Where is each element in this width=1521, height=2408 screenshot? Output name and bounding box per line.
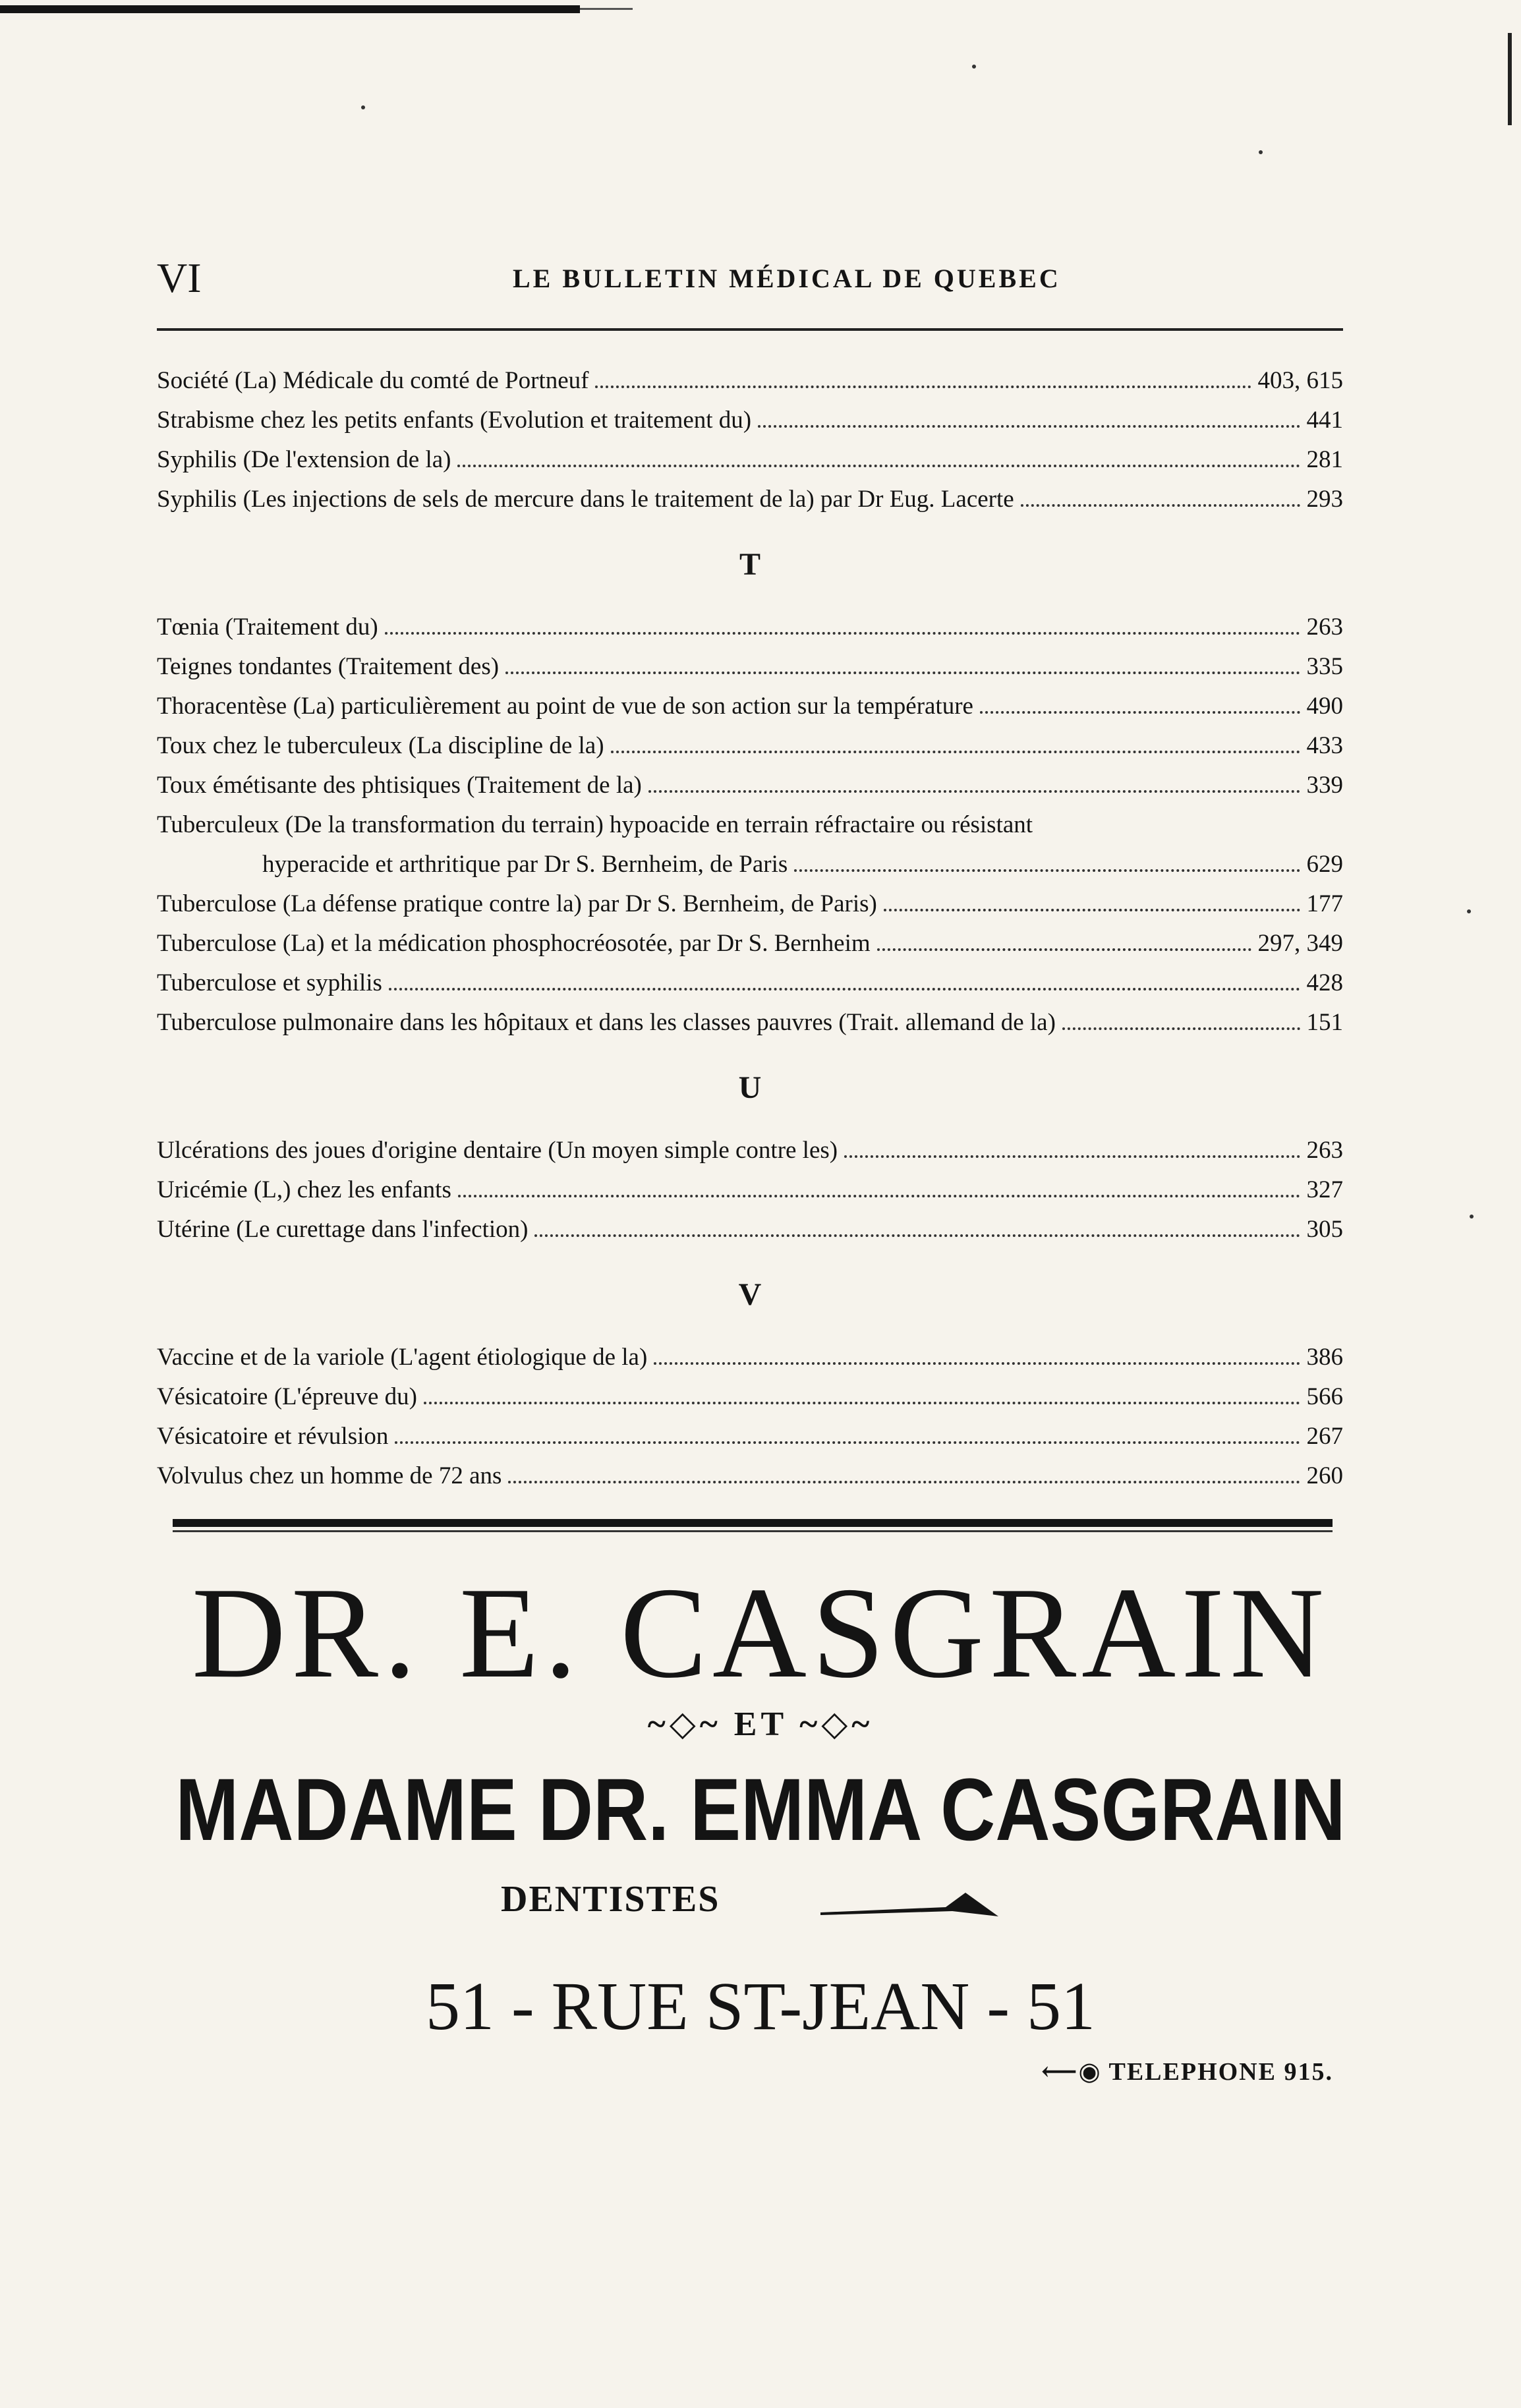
index-entry-page: 566 [1306, 1383, 1343, 1410]
ad-connector-text: ET [733, 1706, 788, 1743]
top-border-rule-tail [580, 8, 633, 10]
index-entry-text: Vésicatoire et révulsion [157, 1423, 389, 1450]
index-entry-text: Strabisme chez les petits enfants (Evolution et traitement du) [157, 407, 752, 434]
print-speck [1467, 909, 1471, 913]
index-entry-page: 177 [1306, 890, 1343, 917]
ad-top-rule-thin [173, 1530, 1333, 1532]
index-entry-text: Vaccine et de la variole (L'agent étiologique de la) [157, 1344, 648, 1371]
dot-leader [385, 631, 1300, 635]
index-entry-page: 260 [1306, 1462, 1343, 1489]
index-entry [157, 1003, 1343, 1043]
index-entry-page: 428 [1306, 969, 1343, 996]
index-entry [157, 687, 1343, 726]
dot-leader [884, 908, 1300, 911]
print-speck [972, 65, 976, 69]
ad-profession: DENTISTES [501, 1879, 720, 1920]
dot-leader [611, 750, 1300, 753]
index-entry-page: 327 [1306, 1176, 1343, 1203]
index-entry-text: Syphilis (Les injections de sels de mercure dans le traitement de la) par Dr Eug. Lacerte [157, 486, 1014, 513]
index-entry-text: Tœnia (Traitement du) [157, 614, 378, 641]
page-header [157, 254, 1343, 306]
dot-leader [595, 385, 1251, 388]
page-edge-mark [1508, 33, 1512, 125]
dot-leader [508, 1480, 1300, 1483]
dot-leader [457, 464, 1300, 467]
dot-leader [758, 424, 1300, 428]
index-section-letter: U [738, 1070, 762, 1105]
index-section-letter: V [738, 1277, 762, 1312]
index-entry-text: Ulcérations des joues d'origine dentaire (Un moyen simple contre les) [157, 1137, 838, 1164]
dot-leader [505, 671, 1300, 674]
index-entry-page: 433 [1306, 732, 1343, 759]
index-entry-text: Utérine (Le curettage dans l'infection) [157, 1216, 529, 1243]
index-entry-text: Toux chez le tuberculeux (La discipline de la) [157, 732, 604, 759]
index-entry-text: Volvulus chez un homme de 72 ans [157, 1462, 502, 1489]
print-speck [361, 105, 365, 109]
index-entry [157, 924, 1343, 963]
index-entry-page: 263 [1306, 1137, 1343, 1164]
ad-connector [0, 1704, 1521, 1744]
ornament-right-icon: ~◇~ [799, 1706, 874, 1743]
print-speck [1470, 1215, 1474, 1218]
dot-leader [980, 710, 1300, 714]
index-entry-page: 629 [1306, 851, 1343, 878]
ad-telephone-text: TELEPHONE 915. [1108, 2058, 1333, 2086]
index-entry [157, 1417, 1343, 1456]
dot-leader [844, 1155, 1300, 1158]
index-entry [157, 726, 1343, 766]
index-entry-page: 490 [1306, 693, 1343, 720]
ornament-left-icon: ~◇~ [647, 1706, 722, 1743]
dot-leader [794, 869, 1300, 872]
dot-leader [654, 1362, 1300, 1365]
index-entry [157, 440, 1343, 480]
index-entry-page: 281 [1306, 446, 1343, 473]
index-entry-text: Tuberculose pulmonaire dans les hôpitaux et dans les classes pauvres (Trait. allemand de la) [157, 1009, 1056, 1036]
index-entry-text: hyperacide et arthritique par Dr S. Bernheim, de Paris [262, 851, 788, 878]
index-entry [157, 805, 1343, 845]
dot-leader [424, 1401, 1300, 1404]
index-entry [157, 361, 1343, 401]
index-entry-text: Tuberculeux (De la transformation du terrain) hypoacide en terrain réfractaire ou résistant [157, 811, 1033, 838]
dot-leader [877, 948, 1251, 951]
index-entry [157, 1170, 1343, 1210]
section-gap [157, 1496, 1343, 1512]
index-list [157, 361, 1343, 1512]
header-rule [157, 328, 1343, 331]
index-entry-text: Thoracentèse (La) particulièrement au point de vue de son action sur la température [157, 693, 973, 720]
index-entry [157, 845, 1343, 884]
index-section-letter: T [739, 547, 760, 582]
index-entry-page: 335 [1306, 653, 1343, 680]
index-entry-page: 267 [1306, 1423, 1343, 1450]
index-entry [157, 1131, 1343, 1170]
wedge-flourish-icon [820, 1891, 998, 1918]
index-entry [157, 963, 1343, 1003]
index-entry-page: 263 [1306, 614, 1343, 641]
index-entry-text: Teignes tondantes (Traitement des) [157, 653, 500, 680]
index-entry-text: Tuberculose (La défense pratique contre la) par Dr S. Bernheim, de Paris) [157, 890, 877, 917]
dot-leader [1062, 1027, 1300, 1030]
dot-leader [395, 1441, 1300, 1444]
index-entry-page: 293 [1306, 486, 1343, 513]
running-title: LE BULLETIN MÉDICAL DE QUEBEC [513, 264, 1061, 293]
index-entry-text: Société (La) Médicale du comté de Portneuf [157, 367, 589, 394]
ad-name-line1: DR. E. CASGRAIN [191, 1561, 1330, 1705]
index-entry [157, 480, 1343, 519]
ad-name-line2: MADAME DR. EMMA CASGRAIN [175, 1761, 1346, 1859]
dot-leader [648, 789, 1300, 793]
index-entry-page: 151 [1306, 1009, 1343, 1036]
index-entry-page: 339 [1306, 772, 1343, 799]
ad-address: 51 - RUE ST-JEAN - 51 [426, 1968, 1095, 2044]
index-entry-text: Uricémie (L,) chez les enfants [157, 1176, 451, 1203]
index-entry-page: 386 [1306, 1344, 1343, 1371]
print-speck [1259, 150, 1263, 154]
section-gap [157, 1249, 1343, 1265]
index-entry-text: Tuberculose (La) et la médication phosphocréosotée, par Dr S. Bernheim [157, 930, 871, 957]
top-border-rule [0, 5, 580, 13]
index-entry [157, 1456, 1343, 1496]
index-entry-text: Syphilis (De l'extension de la) [157, 446, 451, 473]
index-entry-text: Vésicatoire (L'épreuve du) [157, 1383, 417, 1410]
index-entry [157, 1338, 1343, 1377]
index-entry-text: Toux émétisante des phtisiques (Traitement de la) [157, 772, 642, 799]
index-entry-page: 305 [1306, 1216, 1343, 1243]
index-entry [157, 1210, 1343, 1249]
page-number: VI [157, 254, 202, 301]
index-entry-page: 297, 349 [1257, 930, 1343, 957]
dot-leader [1021, 503, 1300, 507]
index-entry-page: 403, 615 [1257, 367, 1343, 394]
ad-top-rule [173, 1519, 1333, 1527]
index-entry [157, 608, 1343, 647]
dot-leader [534, 1234, 1300, 1237]
pointing-arrow-icon: ⟵◉ [1041, 2058, 1102, 2086]
index-entry [157, 401, 1343, 440]
section-gap [157, 1043, 1343, 1058]
index-entry [157, 1377, 1343, 1417]
index-entry-text: Tuberculose et syphilis [157, 969, 382, 996]
section-gap [157, 519, 1343, 535]
dot-leader [389, 987, 1300, 990]
ad-telephone [1041, 2056, 1333, 2086]
index-entry [157, 884, 1343, 924]
index-entry [157, 766, 1343, 805]
index-entry [157, 647, 1343, 687]
dot-leader [458, 1194, 1300, 1197]
index-entry-page: 441 [1306, 407, 1343, 434]
